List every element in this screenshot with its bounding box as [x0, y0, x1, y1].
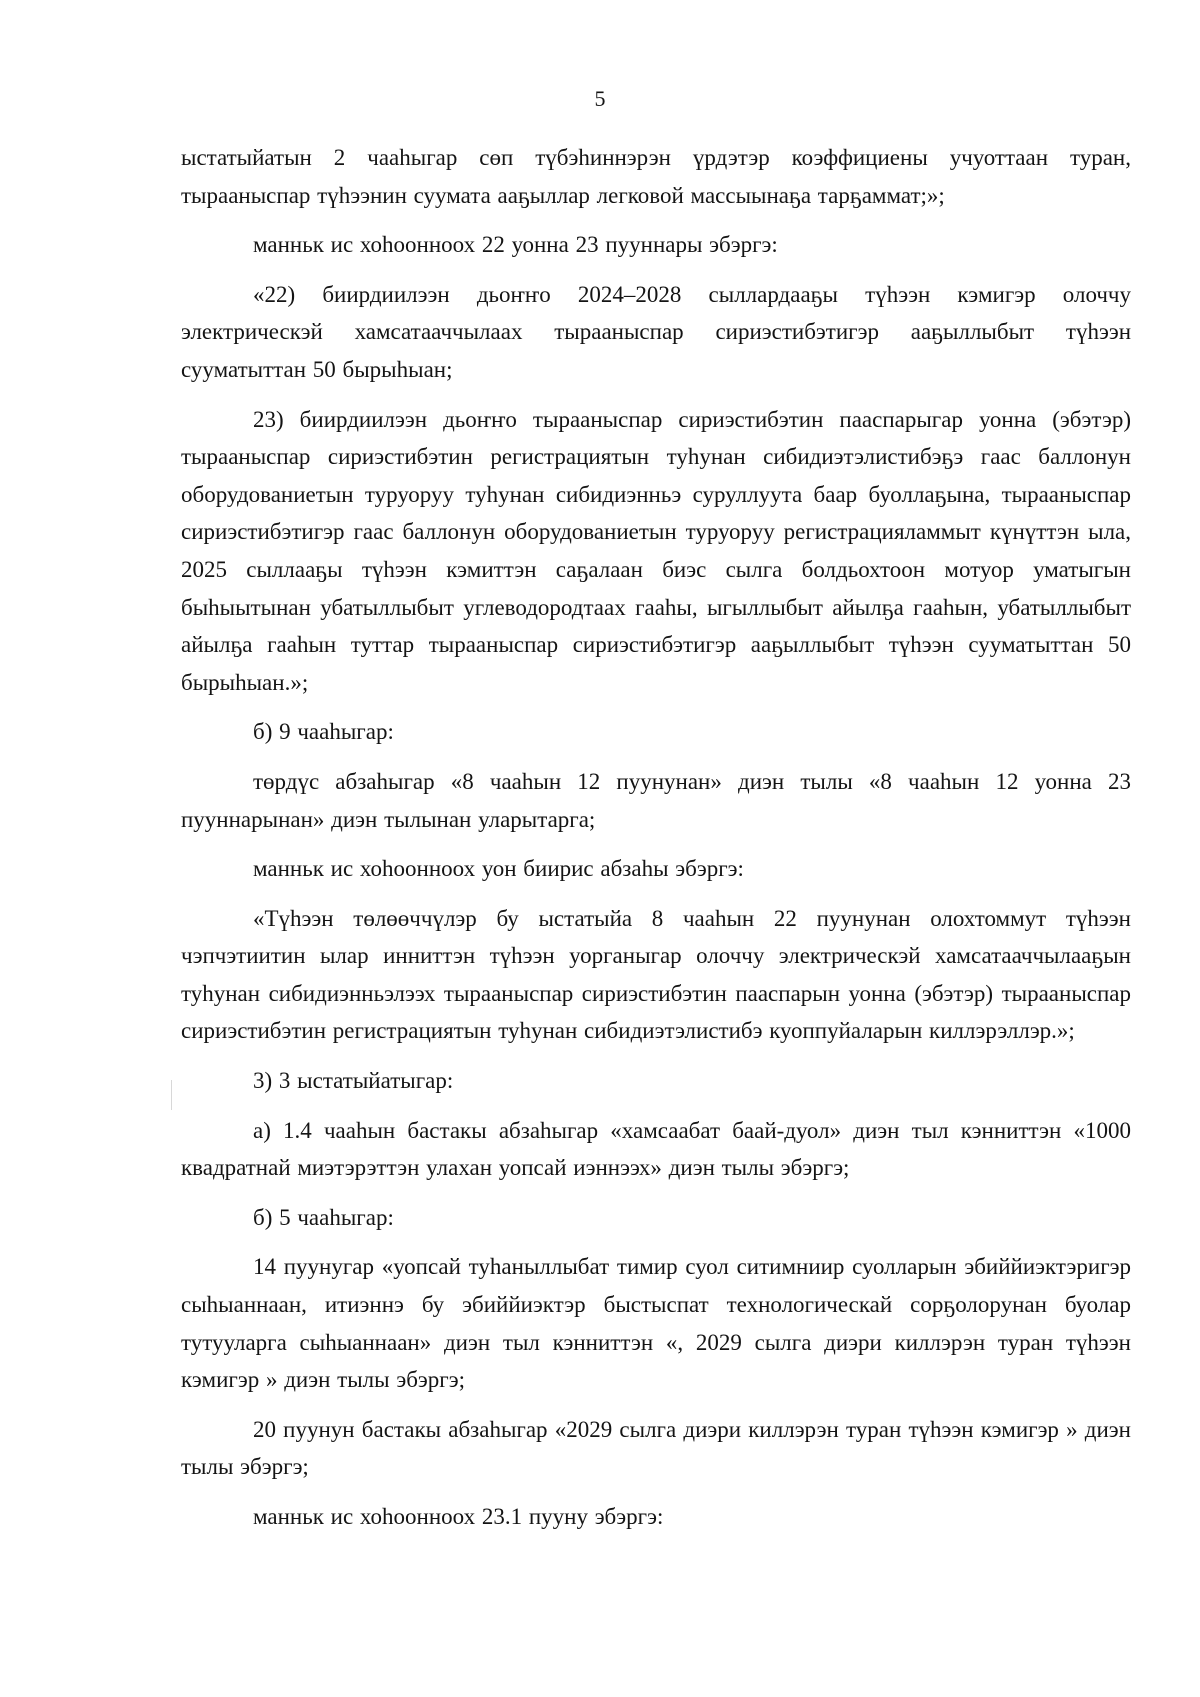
paragraph-add-points-intro: манньк ис хоһоонноох 22 уонна 23 пууннары эбэргэ:: [253, 232, 778, 258]
paragraph-point-14: 14 пуунугар «уопсай туһаныллыбат тимир суол ситимниир суолларын эбиййиэктэригэр сыһыаннаан, итиэннэ бу эбиййиэктэр быстыспат технологическай сорҕолорунан буолар тутууларга сыһыаннаан» диэн тыл кэнниттэн «, 2029 сылга диэри киллэрэн туран түһээн кэмигэр » диэн тылы эбэргэ;: [181, 1254, 1131, 1393]
paragraph-point-23: 23) биирдиилээн дьоҥҥо тырааныспар сириэстибэтин пааспарыгар уонна (эбэтэр) тырааныспар сириэстибэтин регистрациятын туһунан сибидиэтэлистибэҕэ гаас баллонун оборудованиетын туруоруу туһунан сибидиэнньэ суруллуута баар буоллаҕына, тырааныспар сириэстибэтигэр гаас баллонун оборудованиетын туруоруу регистрацияламмыт күнүттэн ыла, 2025 сыллааҕы түһээн кэмиттэн саҕалаан биэс сылга болдьохтоон мотуор уматыгын быһыытынан убатыллыбыт углеводородтаах гааһы, ыгыллыбыт айылҕа гааһын, убатыллыбыт айылҕа гааһын туттар тырааныспар сириэстибэтигэр ааҕыллыбыт түһээн сууматыттан 50 бырыһыан.»;: [181, 406, 1131, 695]
document-body: [181, 139, 1131, 1548]
paragraph-article-3-heading: 3) 3 ыстатыйатыгар:: [253, 1068, 454, 1094]
paragraph-taxpayers-quote: «Түһээн төлөөччүлэр бу ыстатыйа 8 чааһын 22 пуунунан олохтоммут түһээн чэпчэтиитин ылар инниттэн түһээн уорганыгар олоччу электрическэй хамсатааччылааҕын туһунан сибидиэнньэлээх тырааныспар сириэстибэтин пааспарын уонна (эбэтэр) тырааныспар сириэстибэтин регистрациятын туһунан сибидиэтэлистибэ куоппуйаларын киллэрэллэр.»;: [181, 905, 1131, 1044]
paragraph-part-5-heading: б) 5 чааһыгар:: [253, 1204, 394, 1230]
paragraph-point-20: 20 пуунун бастакы абзаһыгар «2029 сылга диэри киллэрэн туран түһээн кэмигэр » диэн тылы эбэргэ;: [181, 1416, 1131, 1480]
paragraph-add-point-23-1: манньк ис хоһоонноох 23.1 пууну эбэргэ:: [253, 1504, 664, 1529]
paragraph-part-1-4: а) 1.4 чааһын бастакы абзаһыгар «хамсаабат баай-дуол» диэн тыл кэнниттэн «1000 квадратнай миэтэрэттэн улахан уопсай иэннээх» диэн тылы эбэргэ;: [181, 1117, 1131, 1181]
paragraph-point-22: «22) биирдиилээн дьоҥҥо 2024–2028 сыллардааҕы түһээн кэмигэр олоччу электрическэй хамсатааччылаах тырааныспар сириэстибэтигэр ааҕыллыбыт түһээн сууматыттан 50 бырыһыан;: [181, 281, 1131, 382]
scan-margin-mark: [171, 1080, 172, 1110]
paragraph-part-9-heading: б) 9 чааһыгар:: [253, 719, 394, 745]
paragraph-continuation: ыстатыйатын 2 чааһыгар сөп түбэһиннэрэн үрдэтэр коэффициены учуоттаан туран, тырааныспар түһээнин суумата ааҕыллар легковой массыынаҕа тарҕаммат;»;: [181, 145, 1131, 208]
paragraph-add-eleventh-abzats: манньк ис хоһоонноох уон биирис абзаһы эбэргэ:: [253, 856, 744, 882]
paragraph-fourth-abzats: төрдүс абзаһыгар «8 чааһын 12 пуунунан» диэн тылы «8 чааһын 12 уонна 23 пууннарынан» диэн тылынан уларытарга;: [181, 768, 1131, 832]
page-number: 5: [594, 86, 606, 111]
